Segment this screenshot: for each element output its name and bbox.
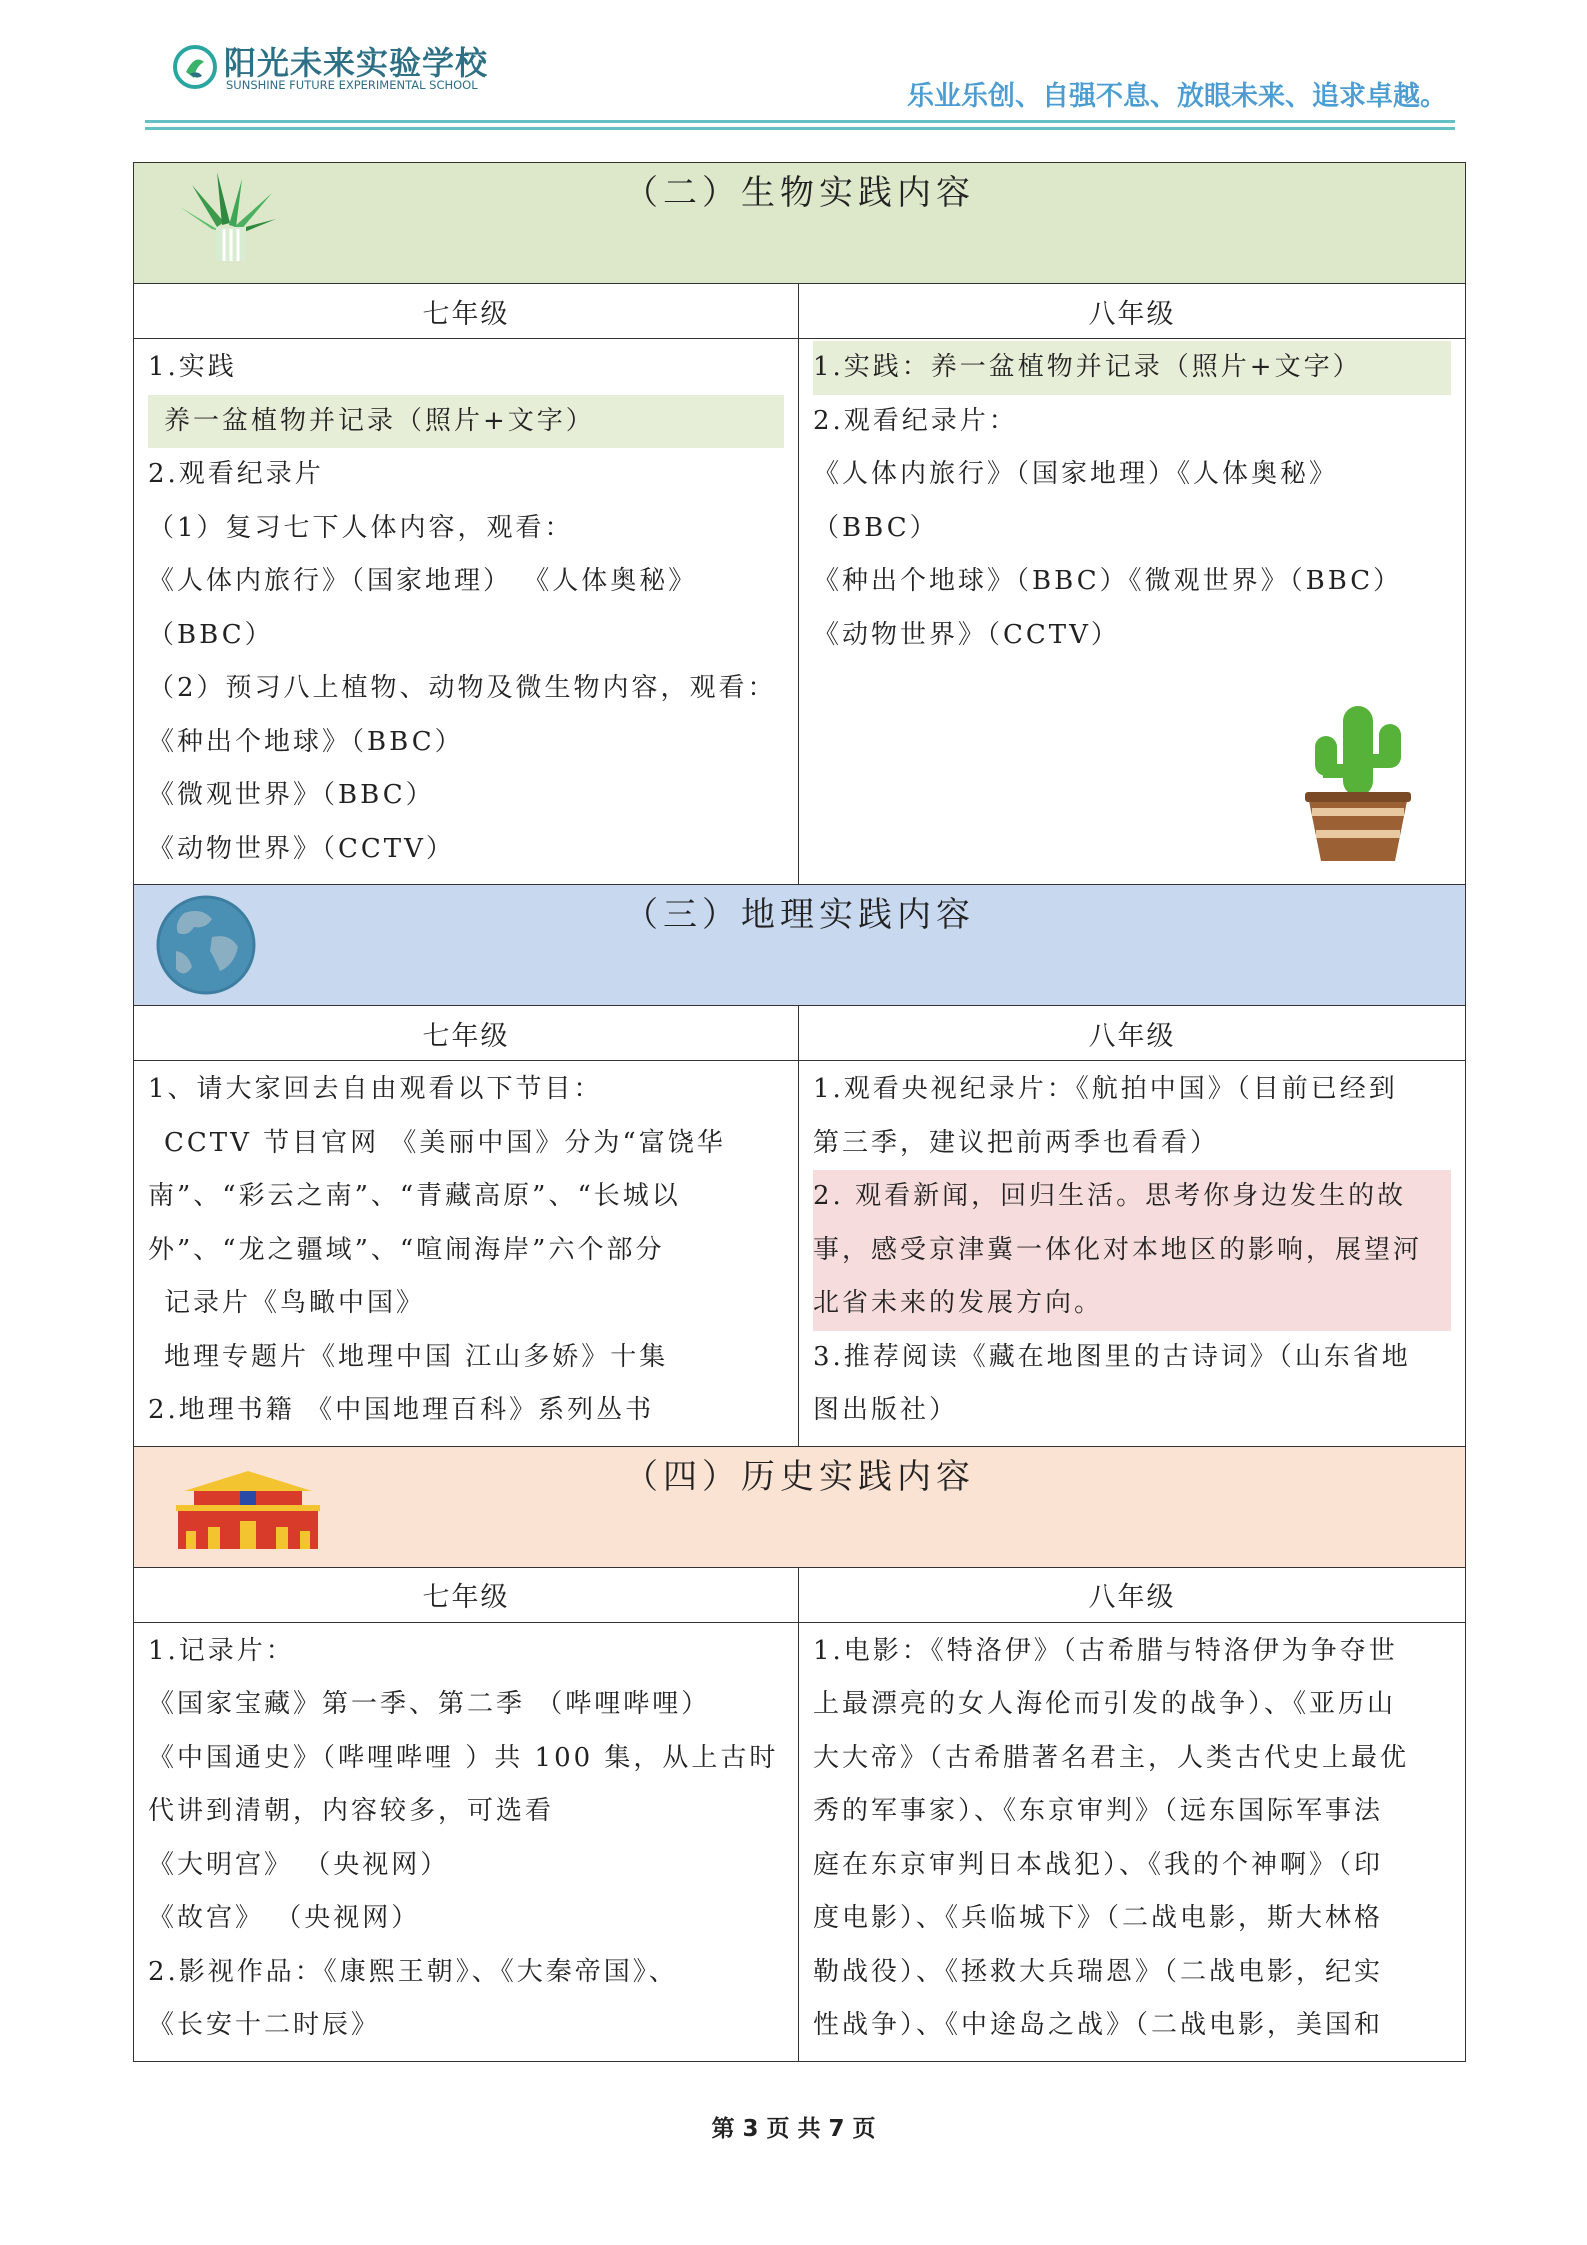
content-line: 度电影）、《兵临城下》（二战电影，斯大林格: [813, 1903, 1384, 1933]
content-line: 1.记录片：: [148, 1635, 295, 1666]
content-line: 记录片《鸟瞰中国》: [164, 1288, 426, 1318]
content-line: 1、请大家回去自由观看以下节目：: [148, 1074, 603, 1104]
history-grade8-content: [799, 1622, 1466, 2061]
content-line: 《故宫》 （央视网）: [148, 1903, 421, 1933]
practice-table: [133, 162, 1466, 2062]
content-line: 2.影视作品：《康熙王朝》、《大秦帝国》、: [148, 1956, 678, 1987]
content-line: 北省未来的发展方向。: [813, 1277, 1451, 1331]
content-line: 《中国通史》（哔哩哔哩 ）共 100 集，从上古时: [148, 1742, 779, 1773]
content-line: 事，感受京津冀一体化对本地区的影响，展望河: [813, 1224, 1451, 1278]
content-line: （2）预习八上植物、动物及微生物内容，观看：: [148, 673, 777, 703]
content-line: 养一盆植物并记录（照片+文字）: [148, 395, 784, 449]
biology-grade8-content: [799, 339, 1466, 885]
content-line: 《人体内旅行》（国家地理） 《人体奥秘》: [148, 566, 698, 596]
content-line: 3.推荐阅读《藏在地图里的古诗词》（山东省地: [813, 1341, 1411, 1372]
content-line: 《人体内旅行》（国家地理）《人体奥秘》: [813, 459, 1339, 489]
grade8-header: 八年级: [799, 1006, 1466, 1061]
content-line: 《国家宝藏》第一季、第二季 （哔哩哔哩）: [148, 1689, 711, 1719]
content-line: 《长安十二时辰》: [148, 2010, 381, 2040]
content-line: 《微观世界》（BBC）: [148, 780, 435, 810]
school-name-en: SUNSHINE FUTURE EXPERIMENTAL SCHOOL: [226, 78, 478, 92]
content-line: 1.电影：《特洛伊》（古希腊与特洛伊为争夺世: [813, 1635, 1398, 1666]
grade8-header: 八年级: [799, 284, 1466, 339]
grade8-header: 八年级: [799, 1567, 1466, 1622]
content-line: 性战争）、《中途岛之战》（二战电影，美国和: [813, 2010, 1384, 2040]
content-line: 代讲到清朝，内容较多，可选看: [148, 1796, 555, 1826]
content-line: 2.地理书籍 《中国地理百科》系列丛书: [148, 1395, 655, 1425]
geography-grade7-content: [134, 1061, 799, 1447]
content-line: （BBC）: [148, 619, 274, 650]
content-line: 图出版社）: [813, 1395, 959, 1425]
section-title: （四）历史实践内容: [624, 1456, 975, 1497]
content-line: 上最漂亮的女人海伦而引发的战争）、《亚历山: [813, 1689, 1397, 1719]
content-line: 2. 观看新闻，回归生活。思考你身边发生的故: [813, 1170, 1451, 1224]
content-line: 《种出个地球》（BBC）: [148, 726, 464, 757]
page-header: [0, 0, 1587, 150]
school-motto: 乐业乐创、自强不息、放眼未来、追求卓越。: [907, 81, 1447, 112]
section-banner-biology: [134, 163, 1466, 284]
content-line: 地理专题片《地理中国 江山多娇》十集: [164, 1341, 669, 1372]
section-banner-history: [134, 1446, 1466, 1567]
history-grade7-content: [134, 1622, 799, 2061]
content-line: 《大明宫》 （央视网）: [148, 1849, 450, 1880]
content-line: 南”、“彩云之南”、“青藏高原”、“长城以: [148, 1181, 681, 1211]
biology-grade7-content: [134, 339, 799, 885]
content-line: 《动物世界》（CCTV）: [148, 833, 455, 864]
grade7-header: 七年级: [134, 284, 799, 339]
section-banner-geography: [134, 885, 1466, 1006]
header-divider: [145, 127, 1455, 130]
content-line: 庭在东京审判日本战犯）、《我的个神啊》（印: [813, 1849, 1384, 1880]
content-line: 秀的军事家）、《东京审判》（远东国际军事法: [813, 1796, 1384, 1826]
content-line: 2.观看纪录片：: [813, 405, 1018, 436]
school-name: 阳光未来实验学校: [224, 44, 489, 82]
header-divider: [145, 120, 1455, 123]
grade7-header: 七年级: [134, 1567, 799, 1622]
cactus-icon: [1303, 696, 1413, 866]
content-line: 1.观看央视纪录片：《航拍中国》（目前已经到: [813, 1074, 1398, 1104]
content-line: 《动物世界》（CCTV）: [813, 619, 1120, 650]
school-logo-icon: [172, 44, 218, 90]
content-line: CCTV 节目官网 《美丽中国》分为“富饶华: [164, 1127, 726, 1158]
content-line: （1）复习七下人体内容，观看：: [148, 512, 574, 543]
content-line: 第三季，建议把前两季也看看）: [813, 1127, 1220, 1158]
content-line: 外”、“龙之疆域”、“喧闹海岸”六个部分: [148, 1234, 665, 1265]
content-line: 《种出个地球》（BBC）《微观世界》（BBC）: [813, 566, 1403, 596]
page-number: 第 3 页 共 7 页: [711, 2116, 876, 2142]
content-line: （BBC）: [813, 512, 939, 543]
content-line: 大大帝》（古希腊著名君主，人类古代史上最优: [813, 1742, 1410, 1773]
section-title: （二）生物实践内容: [624, 173, 975, 213]
content-line: 1.实践：养一盆植物并记录（照片+文字）: [813, 341, 1451, 395]
content-line: 1.实践: [148, 352, 237, 382]
content-line: 2.观看纪录片: [148, 459, 324, 489]
section-title: （三）地理实践内容: [624, 895, 975, 935]
geography-grade8-content: [799, 1061, 1466, 1447]
grade7-header: 七年级: [134, 1006, 799, 1061]
content-line: 勒战役）、《拯救大兵瑞恩》（二战电影，纪实: [813, 1956, 1384, 1987]
